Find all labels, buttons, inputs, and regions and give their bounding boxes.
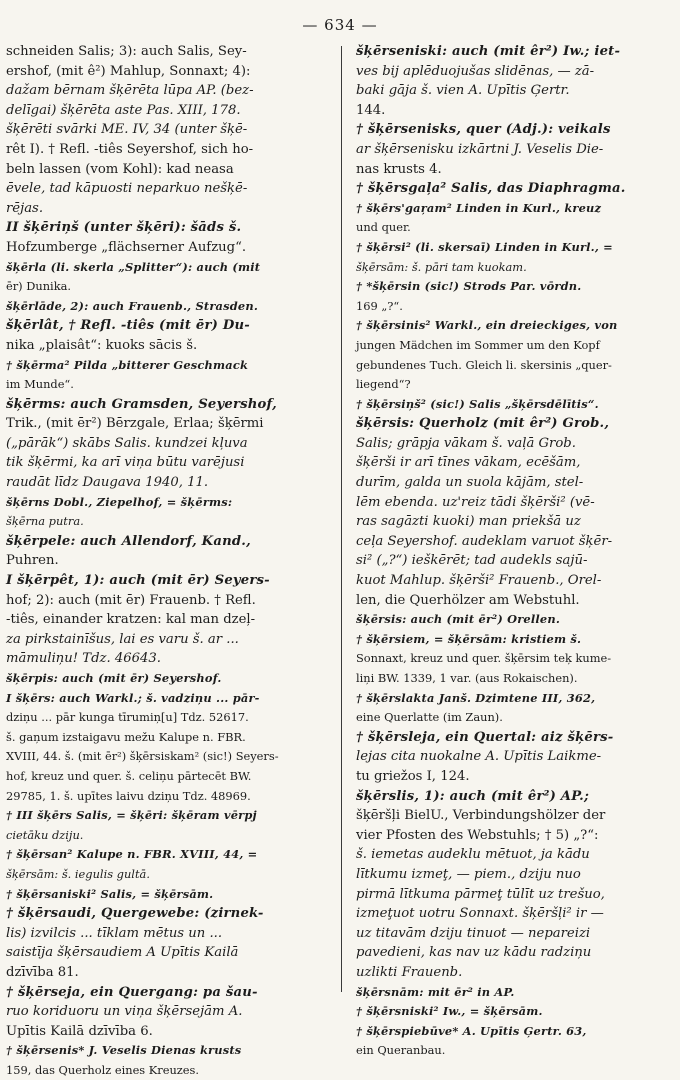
text-line: † *šķērsin (sic!) Strods Par. vōrdn. — [356, 279, 582, 294]
text-line: baki gāja š. vien A. Upītis Ģertr. — [356, 83, 570, 99]
text-line: šķērsnām: mit ēr² in AP. — [356, 984, 515, 999]
left-column — [6, 42, 324, 1077]
text-line: gebundenes Tuch. Gleich li. skersinis „quer- — [356, 357, 612, 372]
text-line: Hofzumberge „flächserner Aufzug“. — [6, 239, 247, 255]
text-line: ves bij aplēduojušas slidēnas, — zā- — [356, 63, 595, 79]
text-line: † šķērsaniski² Salis, = šķērsām. — [6, 886, 214, 901]
text-line: XVIII, 44. š. (mit ēr²) šķērsiskam² (sic!) Seyers- — [6, 749, 279, 764]
text-line: † šķērsgaļa² Salis, das Diaphragma. — [356, 181, 626, 197]
text-line: lejas cita nuokalne A. Upītis Laikme- — [356, 749, 602, 765]
text-line: liņi BW. 1339, 1 var. (aus Rokaischen). — [356, 671, 578, 685]
text-line: cietāku dziju. — [6, 827, 84, 842]
text-line: rêt I). † Refl. -tiês Seyershof, sich ho- — [6, 141, 254, 157]
text-line: Sonnaxt, kreuz und quer. šķērsim teķ kume- — [356, 651, 612, 666]
text-line: liegend“? — [356, 377, 411, 392]
text-line: nika „plaisât“: kuoks sācis š. — [6, 337, 198, 353]
text-line: šķērpis: auch (mit ēr) Seyershof. — [6, 671, 222, 685]
text-line: 169 „?“. — [356, 298, 403, 313]
text-line: † III šķērs Salis, = šķēri: šķēram vērpj — [6, 808, 257, 823]
text-line: vier Pfosten des Webstuhls; † 5) „?“: — [356, 827, 599, 843]
text-line: tu griežos I, 124. — [356, 768, 470, 784]
text-line: š. iemetas audeklu mētuot, ja kādu — [356, 847, 590, 863]
text-line: saistīja šķērsaudiem A Upītis Kailā — [6, 945, 239, 961]
text-line: † šķērma² Pilda „bitterer Geschmack — [6, 357, 249, 372]
text-line: šķēršļi BielU., Verbindungshölzer der — [356, 808, 606, 824]
text-line: tik šķērmi, ka arī viņa būtu varējusi — [6, 455, 245, 471]
text-line: schneiden Salis; 3): auch Salis, Sey- — [6, 44, 247, 59]
text-line: šķērlât, † Refl. -tiês (mit ēr) Du- — [6, 318, 250, 334]
text-line: ēr) Dunika. — [6, 279, 72, 294]
text-line: ceļa Seyershof. audeklam varuot šķēr- — [356, 533, 613, 549]
text-line: māmuliņu! Tdz. 46643. — [6, 651, 161, 667]
text-line: † šķērsinis² Warkl., ein dreieckiges, von — [356, 318, 618, 333]
text-line: uz titavām dziju tinuot — nepareizi — [356, 925, 591, 941]
text-line: dziņu ... pār kunga tīrumiņ[u] Tdz. 52617. — [6, 710, 249, 725]
text-line: eine Querlatte (im Zaun). — [356, 710, 503, 725]
text-line: † šķērsenisks, quer (Adj.): veikals — [356, 122, 611, 138]
text-line: † šķērsenis* J. Veselis Dienas krusts — [6, 1043, 242, 1058]
text-line: jungen Mädchen im Sommer um den Kopf — [356, 337, 600, 352]
text-line: 29785, 1. š. upītes laivu dziņu Tdz. 48969. — [6, 788, 251, 803]
text-line: † šķērsniski² Iw., = šķērsām. — [356, 1004, 543, 1019]
text-line: šķērši ir arī tīnes vākam, ecēšām, — [356, 455, 581, 471]
text-line: si² („?“) ieškērēt; tad audekls sajū- — [356, 553, 588, 569]
text-line: ershof, (mit ê²) Mahlup, Sonnaxt; 4): — [6, 63, 251, 79]
text-line: uzlikti Frauenb. — [356, 964, 463, 980]
text-line: 144. — [356, 102, 386, 118]
text-line: † šķērsi² (li. skersaī) Linden in Kurl., = — [356, 239, 613, 254]
text-line: šķērēti svārki ME. IV, 34 (unter šķē- — [6, 122, 248, 138]
right-column — [356, 42, 674, 1058]
text-line: ein Queranbau. — [356, 1043, 446, 1058]
text-line: šķērsām: š. pāri tam kuokam. — [356, 259, 527, 274]
text-line: lis) izvilcis ... tīklam mētus un ... — [6, 925, 223, 941]
text-line: izmeţuot uotru Sonnaxt. šķēršļi² ir — — [356, 906, 604, 922]
text-line: lītkumu izmeţ, — piem., dziju nuo — [356, 866, 581, 882]
text-line: lēm ebenda. uz'reiz tādi šķērši² (vē- — [356, 494, 595, 510]
text-line: šķērla (li. skerla „Splitter“): auch (mit — [6, 259, 261, 274]
text-line: šķērslis, 1): auch (mit êr²) AP.; — [356, 788, 590, 804]
text-line: šķērpele: auch Allendorf, Kand., — [6, 533, 251, 549]
text-line: šķērms: auch Gramsden, Seyershof, — [6, 396, 277, 412]
text-line: nas krusts 4. — [356, 161, 442, 177]
text-line: Trik., (mit ēr²) Bērzgale, Erlaa; šķērmi — [6, 416, 264, 432]
text-line: za pirkstainīšus, lai es varu š. ar ... — [6, 631, 239, 647]
text-line: † šķērsleja, ein Quertal: aiz šķērs- — [356, 729, 614, 745]
text-line: und quer. — [356, 220, 411, 235]
text-line: ruo koriduoru un viņa šķērsejām A. — [6, 1004, 243, 1020]
text-line: šķērseniski: auch (mit êr²) Iw.; iet- — [356, 44, 621, 59]
text-line: kuot Mahlup. šķērši² Frauenb., Orel- — [356, 573, 602, 589]
text-line: šķērsis: Querholz (mit êr²) Grob., — [356, 416, 610, 432]
text-line: 159, das Querholz eines Kreuzes. — [6, 1062, 200, 1077]
text-line: š. gaņum izstaigavu mežu Kalupe n. FBR. — [6, 729, 246, 744]
text-line: len, die Querhölzer am Webstuhl. — [356, 592, 580, 608]
text-line: im Munde“. — [6, 377, 74, 392]
text-line: šķērsis: auch (mit ēr²) Orellen. — [356, 612, 561, 627]
text-line: † šķērsiem, = šķērsām: kristiem š. — [356, 631, 582, 646]
text-line: delīgai) šķērēta aste Pas. XIII, 178. — [6, 102, 241, 118]
text-line: hof, kreuz und quer. š. celiņu pārtecēt BW. — [6, 768, 252, 783]
text-line: II šķēriņš (unter šķēri): šāds š. — [6, 220, 242, 236]
text-line: † šķērsan² Kalupe n. FBR. XVIII, 44, = — [6, 847, 258, 862]
text-line: dažam bērnam šķērēta lūpa AP. (bez- — [6, 83, 254, 99]
text-line: Salis; grāpja vākam š. vaļā Grob. — [356, 435, 576, 451]
text-line: pavedieni, kas nav uz kādu radziņu — [356, 945, 592, 961]
text-line: † šķērsiņš² (sic!) Salis „šķērsdēlītis“. — [356, 396, 599, 411]
text-line: beln lassen (vom Kohl): kad neasa — [6, 161, 234, 177]
text-line: ar šķērsenisku izkārtni J. Veselis Die- — [356, 141, 604, 157]
text-line: I šķērs: auch Warkl.; š. vadziņu ... pār- — [6, 690, 260, 705]
text-line: † šķērslakta Janš. Dzimtene III, 362, — [356, 690, 596, 705]
text-line: šķērns Dobl., Ziepelhof, = šķērms: — [6, 494, 233, 509]
text-line: šķērlāde, 2): auch Frauenb., Strasden. — [6, 298, 259, 313]
text-line: pirmā lītkuma pārmeţ tūlīt uz trešuo, — [356, 886, 605, 902]
text-line: † šķērsaudi, Quergewebe: (zirnek- — [6, 906, 264, 922]
text-line: ras sagāzti kuoki) man priekšā uz — [356, 514, 581, 530]
text-line: rējas. — [6, 200, 44, 216]
text-line: Puhren. — [6, 553, 59, 569]
text-line: dzīvība 81. — [6, 964, 79, 980]
text-line: † šķērspiebūve* A. Upītis Ģertr. 63, — [356, 1023, 587, 1038]
text-line: šķērsām: š. iegulis gultā. — [6, 866, 150, 881]
text-line: šķērna putra. — [6, 514, 84, 529]
text-line: Upītis Kailā dzīvība 6. — [6, 1023, 153, 1039]
text-line: † šķērs'gaŗam² Linden in Kurl., kreuz — [356, 200, 602, 215]
text-line: † šķērseja, ein Quergang: pa šau- — [6, 984, 258, 1000]
text-line: ēvele, tad kāpuosti neparkuo nešķē- — [6, 181, 248, 197]
text-line: I šķērpêt, 1): auch (mit ēr) Seyers- — [6, 573, 270, 589]
text-line: -tiês, einander kratzen: kal man dzeļ- — [6, 612, 256, 628]
text-line: („pārāk“) skābs Salis. kundzei kļuva — [6, 435, 248, 451]
text-line: raudāt līdz Daugava 1940, 11. — [6, 475, 209, 491]
text-line: durīm, galda un suola kājām, stel- — [356, 475, 584, 491]
page-number: — 634 — — [302, 16, 378, 34]
text-line: hof; 2): auch (mit ēr) Frauenb. † Refl. — [6, 592, 256, 608]
column-divider — [341, 46, 342, 992]
